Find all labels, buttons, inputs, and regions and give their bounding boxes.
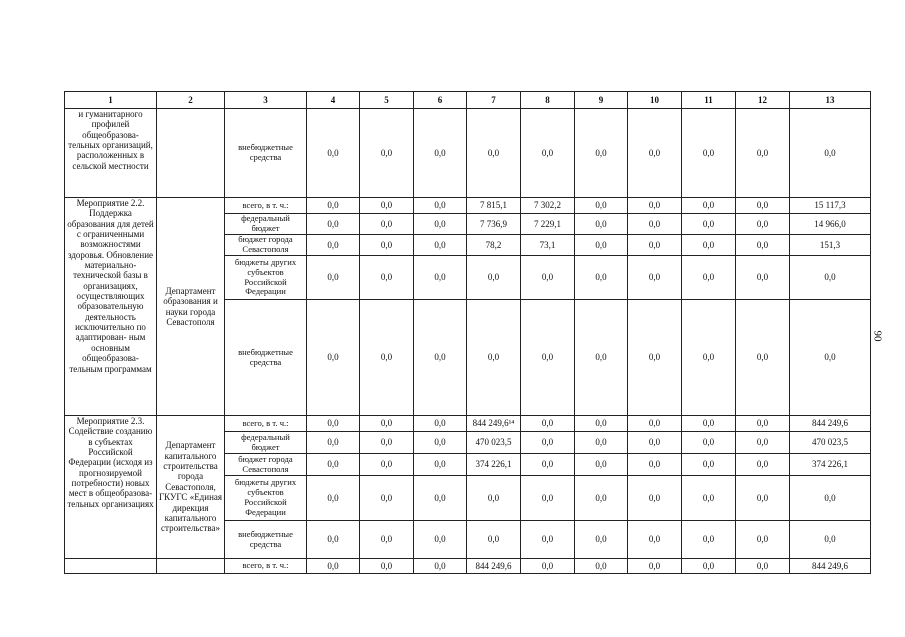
value-cell: 0,0 — [307, 256, 360, 300]
value-cell: 0,0 — [360, 235, 414, 256]
value-cell: 0,0 — [628, 214, 682, 235]
value-cell: 0,0 — [521, 454, 575, 476]
value-cell: 0,0 — [736, 559, 790, 574]
column-header: 6 — [414, 92, 467, 109]
column-header: 9 — [575, 92, 628, 109]
value-cell: 0,0 — [575, 235, 628, 256]
value-cell: 0,0 — [682, 235, 736, 256]
funding-source: бюджет города Севастополя — [225, 235, 307, 256]
funding-source: бюджет города Севастополя — [225, 454, 307, 476]
value-cell: 0,0 — [360, 256, 414, 300]
value-cell: 7 736,9 — [467, 214, 521, 235]
value-cell: 0,0 — [360, 521, 414, 559]
value-cell: 0,0 — [414, 559, 467, 574]
value-cell: 0,0 — [628, 416, 682, 432]
column-header: 2 — [157, 92, 225, 109]
funding-source: внебюджетные средства — [225, 521, 307, 559]
value-cell: 0,0 — [790, 256, 871, 300]
header-row — [65, 92, 871, 109]
executor-cell — [157, 109, 225, 198]
value-cell: 78,2 — [467, 235, 521, 256]
value-cell: 0,0 — [360, 416, 414, 432]
value-cell: 0,0 — [628, 521, 682, 559]
value-cell: 0,0 — [736, 214, 790, 235]
value-cell: 0,0 — [521, 476, 575, 521]
value-cell: 0,0 — [575, 432, 628, 454]
value-cell: 0,0 — [467, 300, 521, 416]
value-cell: 0,0 — [682, 432, 736, 454]
value-cell: 0,0 — [682, 454, 736, 476]
page-number: 90 — [871, 330, 884, 342]
funding-source: внебюджетные средства — [225, 300, 307, 416]
value-cell: 0,0 — [307, 454, 360, 476]
value-cell: 0,0 — [360, 109, 414, 198]
value-cell: 0,0 — [628, 454, 682, 476]
value-cell: 0,0 — [736, 432, 790, 454]
value-cell: 0,0 — [307, 300, 360, 416]
value-cell: 0,0 — [575, 198, 628, 214]
value-cell: 0,0 — [414, 235, 467, 256]
value-cell: 0,0 — [682, 300, 736, 416]
value-cell: 0,0 — [628, 476, 682, 521]
value-cell: 0,0 — [682, 559, 736, 574]
value-cell: 0,0 — [736, 235, 790, 256]
value-cell: 0,0 — [682, 521, 736, 559]
value-cell: 0,0 — [467, 256, 521, 300]
value-cell: 0,0 — [307, 416, 360, 432]
column-header: 10 — [628, 92, 682, 109]
value-cell: 0,0 — [736, 109, 790, 198]
value-cell: 0,0 — [414, 476, 467, 521]
value-cell: 0,0 — [521, 432, 575, 454]
value-cell: 0,0 — [360, 559, 414, 574]
value-cell: 0,0 — [575, 454, 628, 476]
budget-table — [64, 91, 871, 574]
measure-name: Мероприятие 2.3. Содействие созданию в субъектах Российской Федерации (исходя из прогнозируемой потребности) новых мест в общеобразова- тельных организациях — [65, 416, 157, 559]
column-header: 13 — [790, 92, 871, 109]
value-cell: 0,0 — [575, 109, 628, 198]
measure-name: и гуманитарного профилей общеобразова- тельных организаций, расположенных в сельской местности — [65, 109, 157, 198]
value-cell: 15 117,3 — [790, 198, 871, 214]
column-header: 4 — [307, 92, 360, 109]
value-cell: 0,0 — [682, 198, 736, 214]
value-cell: 0,0 — [360, 214, 414, 235]
value-cell: 0,0 — [360, 198, 414, 214]
table-row — [65, 198, 871, 214]
value-cell: 0,0 — [628, 300, 682, 416]
value-cell: 0,0 — [521, 109, 575, 198]
value-cell: 0,0 — [628, 256, 682, 300]
value-cell: 0,0 — [521, 300, 575, 416]
value-cell: 0,0 — [682, 476, 736, 521]
value-cell: 0,0 — [307, 432, 360, 454]
value-cell: 0,0 — [736, 416, 790, 432]
value-cell: 0,0 — [575, 476, 628, 521]
value-cell: 0,0 — [521, 559, 575, 574]
funding-source: бюджеты других субъектов Российской Федерации — [225, 476, 307, 521]
value-cell: 0,0 — [736, 256, 790, 300]
value-cell: 844 249,6¹⁴ — [467, 416, 521, 432]
value-cell: 0,0 — [790, 521, 871, 559]
value-cell: 0,0 — [414, 198, 467, 214]
value-cell: 0,0 — [736, 521, 790, 559]
value-cell: 0,0 — [414, 521, 467, 559]
value-cell: 844 249,6 — [467, 559, 521, 574]
value-cell: 0,0 — [414, 416, 467, 432]
value-cell: 0,0 — [307, 214, 360, 235]
value-cell: 7 229,1 — [521, 214, 575, 235]
value-cell: 0,0 — [790, 476, 871, 521]
value-cell: 0,0 — [628, 198, 682, 214]
executor-name: Департамент капитального строительства города Севастополя, ГКУГС «Единая дирекция капитального строительства» — [157, 416, 225, 559]
value-cell: 0,0 — [790, 109, 871, 198]
value-cell: 374 226,1 — [467, 454, 521, 476]
value-cell: 0,0 — [628, 109, 682, 198]
funding-source: всего, в т. ч.: — [225, 559, 307, 574]
column-header: 3 — [225, 92, 307, 109]
value-cell: 0,0 — [307, 109, 360, 198]
value-cell: 0,0 — [307, 559, 360, 574]
value-cell: 151,3 — [790, 235, 871, 256]
value-cell: 0,0 — [414, 454, 467, 476]
value-cell: 14 966,0 — [790, 214, 871, 235]
value-cell: 0,0 — [575, 416, 628, 432]
value-cell: 0,0 — [575, 256, 628, 300]
value-cell: 0,0 — [414, 256, 467, 300]
value-cell: 374 226,1 — [790, 454, 871, 476]
value-cell: 0,0 — [736, 300, 790, 416]
value-cell: 0,0 — [360, 300, 414, 416]
funding-source: всего, в т. ч.: — [225, 416, 307, 432]
value-cell: 0,0 — [360, 454, 414, 476]
empty-cell — [157, 559, 225, 574]
value-cell: 0,0 — [307, 476, 360, 521]
value-cell: 0,0 — [360, 432, 414, 454]
value-cell: 0,0 — [521, 521, 575, 559]
value-cell: 0,0 — [467, 476, 521, 521]
value-cell: 0,0 — [736, 454, 790, 476]
column-header: 7 — [467, 92, 521, 109]
value-cell: 0,0 — [575, 214, 628, 235]
value-cell: 0,0 — [790, 300, 871, 416]
value-cell: 0,0 — [736, 476, 790, 521]
value-cell: 0,0 — [414, 432, 467, 454]
funding-source: бюджеты других субъектов Российской Федерации — [225, 256, 307, 300]
column-header: 12 — [736, 92, 790, 109]
value-cell: 0,0 — [682, 109, 736, 198]
funding-source: всего, в т. ч.: — [225, 198, 307, 214]
value-cell: 0,0 — [414, 214, 467, 235]
value-cell: 0,0 — [467, 521, 521, 559]
measure-name: Мероприятие 2.2. Поддержка образования для детей с ограниченными возможностями здоровья. Обновление материально- технической базы в организациях, осуществляющих образовательную деятельность исключительно по адаптирован- ным основным общеобразова- тельным программам — [65, 198, 157, 416]
value-cell: 0,0 — [575, 521, 628, 559]
value-cell: 0,0 — [628, 235, 682, 256]
column-header: 11 — [682, 92, 736, 109]
funding-source: внебюджетные средства — [225, 109, 307, 198]
value-cell: 0,0 — [736, 198, 790, 214]
executor-name: Департамент образования и науки города Севастополя — [157, 198, 225, 416]
table-row — [65, 109, 871, 198]
column-header: 1 — [65, 92, 157, 109]
value-cell: 0,0 — [521, 256, 575, 300]
value-cell: 844 249,6 — [790, 559, 871, 574]
value-cell: 0,0 — [682, 256, 736, 300]
value-cell: 0,0 — [307, 235, 360, 256]
table-body — [65, 92, 871, 574]
table-row — [65, 416, 871, 432]
value-cell: 0,0 — [682, 214, 736, 235]
funding-source: федеральный бюджет — [225, 432, 307, 454]
value-cell: 0,0 — [307, 198, 360, 214]
value-cell: 7 302,2 — [521, 198, 575, 214]
value-cell: 470 023,5 — [790, 432, 871, 454]
value-cell: 844 249,6 — [790, 416, 871, 432]
value-cell: 73,1 — [521, 235, 575, 256]
funding-source: федеральный бюджет — [225, 214, 307, 235]
value-cell: 0,0 — [575, 559, 628, 574]
value-cell: 0,0 — [414, 109, 467, 198]
value-cell: 0,0 — [360, 476, 414, 521]
value-cell: 7 815,1 — [467, 198, 521, 214]
value-cell: 0,0 — [521, 416, 575, 432]
value-cell: 470 023,5 — [467, 432, 521, 454]
value-cell: 0,0 — [682, 416, 736, 432]
column-header: 8 — [521, 92, 575, 109]
value-cell: 0,0 — [467, 109, 521, 198]
value-cell: 0,0 — [414, 300, 467, 416]
value-cell: 0,0 — [628, 432, 682, 454]
column-header: 5 — [360, 92, 414, 109]
value-cell: 0,0 — [575, 300, 628, 416]
table-row — [65, 559, 871, 574]
value-cell: 0,0 — [307, 521, 360, 559]
empty-cell — [65, 559, 157, 574]
value-cell: 0,0 — [628, 559, 682, 574]
